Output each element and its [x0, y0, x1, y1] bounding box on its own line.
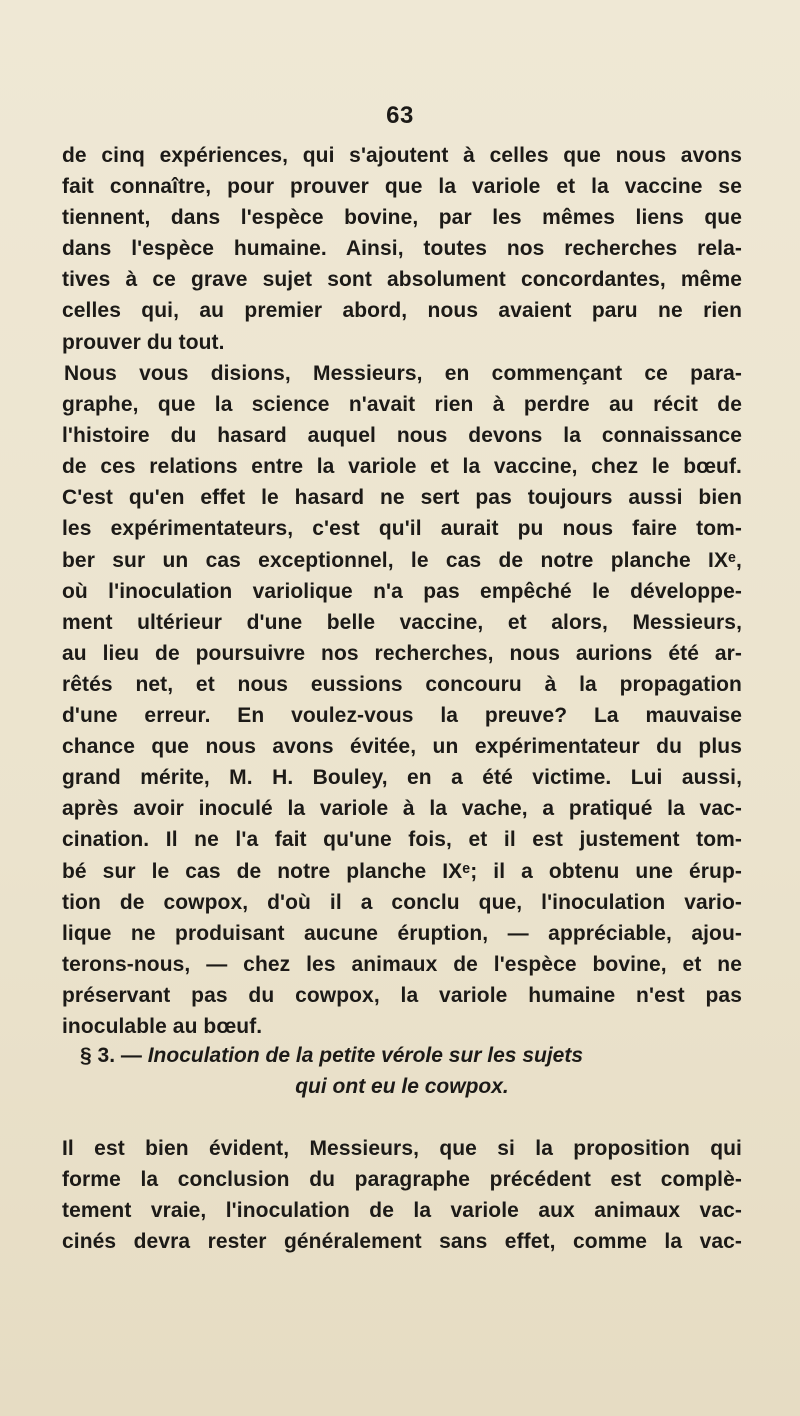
text-line: cination. Il ne l'a fait qu'une fois, et il est justement tom- [62, 828, 742, 852]
paragraph-1 [62, 140, 742, 358]
text-line: tives à ce grave sujet sont absolument concordantes, même [62, 268, 742, 292]
text-line: terons-nous, — chez les animaux de l'espèce bovine, et ne [62, 952, 742, 976]
text-line: où l'inoculation variolique n'a pas empêché le développe- [62, 579, 742, 603]
paragraph-3 [62, 1133, 742, 1257]
text-line: graphe, que la science n'avait rien à perdre au récit de [62, 393, 742, 417]
page-number: 63 [386, 102, 414, 129]
text-line: l'histoire du hasard auquel nous devons la connaissance [62, 424, 742, 448]
text-line: lique ne produisant aucune éruption, — appréciable, ajou- [62, 921, 742, 945]
text-line: après avoir inoculé la variole à la vache, a pratiqué la vac- [62, 797, 742, 821]
text-line: C'est qu'en effet le hasard ne sert pas toujours aussi bien [62, 486, 742, 510]
section-heading-line-1 [62, 1040, 742, 1071]
text-line: Nous vous disions, Messieurs, en commençant ce para- [64, 362, 742, 385]
text-line: fait connaître, pour prouver que la variole et la vaccine se [62, 175, 742, 199]
paragraph-2 [62, 358, 742, 1042]
section-number: § 3. — [80, 1044, 142, 1067]
text-line: prouver du tout. [62, 330, 225, 354]
text-line: ment ultérieur d'une belle vaccine, et alors, Messieurs, [62, 610, 742, 634]
text-line: forme la conclusion du paragraphe précédent est complè- [62, 1168, 742, 1192]
text-line: dans l'espèce humaine. Ainsi, toutes nos recherches rela- [62, 237, 742, 261]
text-line: rêtés net, et nous eussions concouru à la propagation [62, 672, 742, 696]
text-line: tement vraie, l'inoculation de la variole aux animaux vac- [62, 1199, 742, 1223]
section-title-line-2: qui ont eu le cowpox. [295, 1075, 509, 1098]
text-line: préservant pas du cowpox, la variole humaine n'est pas [62, 983, 742, 1007]
text-line: chance que nous avons évitée, un expérimentateur du plus [62, 735, 742, 759]
text-line: cinés devra rester généralement sans effet, comme la vac- [62, 1230, 742, 1254]
text-line: celles qui, au premier abord, nous avaient paru ne rien [62, 299, 742, 323]
text-line: bé sur le cas de notre planche IXᵉ; il a obtenu une érup- [62, 859, 742, 883]
text-line: tion de cowpox, d'où il a conclu que, l'inoculation vario- [62, 890, 742, 914]
text-line: ber sur un cas exceptionnel, le cas de notre planche IXᵉ, [62, 548, 742, 572]
text-line: Il est bien évident, Messieurs, que si la proposition qui [62, 1137, 742, 1160]
text-line: au lieu de poursuivre nos recherches, nous aurions été ar- [62, 641, 742, 665]
section-title: Inoculation de la petite vérole sur les sujets [147, 1044, 584, 1067]
text-line: tiennent, dans l'espèce bovine, par les mêmes liens que [62, 206, 742, 230]
text-line: inoculable au bœuf. [62, 1014, 263, 1038]
text-line: d'une erreur. En voulez-vous la preuve? La mauvaise [62, 704, 742, 728]
text-line: grand mérite, M. H. Bouley, en a été victime. Lui aussi, [62, 766, 742, 790]
section-heading [62, 1040, 742, 1102]
text-line: les expérimentateurs, c'est qu'il aurait pu nous faire tom- [62, 517, 742, 541]
text-line: de ces relations entre la variole et la vaccine, chez le bœuf. [62, 455, 742, 479]
text-line: de cinq expériences, qui s'ajoutent à celles que nous avons [62, 144, 742, 167]
